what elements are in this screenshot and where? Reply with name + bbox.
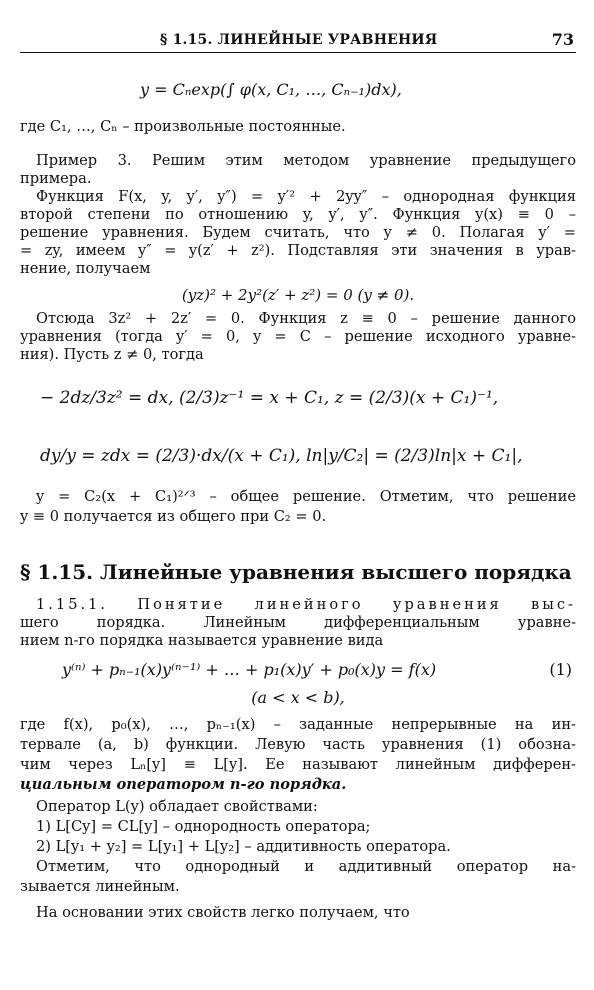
section-heading: § 1.15. Линейные уравнения высшего порядка bbox=[20, 560, 572, 584]
text-line: На основании этих свойств легко получаем, что bbox=[36, 904, 410, 921]
running-header bbox=[20, 30, 576, 53]
text-line: = zy, имеем y″ = y(z′ + z²). Подставляя эти значения в урав- bbox=[20, 242, 576, 259]
text-line: Отметим, что однородный и аддитивный оператор на- bbox=[36, 858, 576, 875]
equation: (yz)² + 2y²(z′ + z²) = 0 (y ≠ 0). bbox=[181, 286, 415, 304]
example-title-line: Пример 3. Решим этим методом уравнение предыдущего bbox=[36, 152, 576, 169]
text-line: второй степени по отношению y, y′, y″. Функция y(x) ≡ 0 – bbox=[20, 206, 576, 223]
text-line: y ≡ 0 получается из общего при C₂ = 0. bbox=[20, 508, 327, 525]
text-line: где f(x), p₀(x), …, pₙ₋₁(x) – заданные непрерывные на ин- bbox=[20, 716, 576, 733]
equation-interval: (a < x < b), bbox=[251, 688, 345, 707]
text-line: нение, получаем bbox=[20, 260, 151, 277]
text-line: зывается линейным. bbox=[20, 878, 180, 895]
text-line: примера. bbox=[20, 170, 92, 187]
header-title: § 1.15. ЛИНЕЙНЫЕ УРАВНЕНИЯ bbox=[160, 32, 438, 48]
text-line: 1.15.1. Понятие линейного уравнения выс- bbox=[36, 596, 576, 613]
text-line: циальным оператором n-го порядка. bbox=[20, 776, 347, 793]
equation-fractions-2: dy/y = zdx = (2/3)·dx/(x + C₁), ln|y/C₂| = (2/3)ln|x + C₁|, bbox=[40, 446, 523, 466]
text-line: Функция F(x, y, y′, y″) = y′² + 2yy″ – однородная функция bbox=[36, 188, 576, 205]
text-line: шего порядка. Линейным дифференциальным уравне- bbox=[20, 614, 576, 631]
equation-linear-ode: y⁽ⁿ⁾ + pₙ₋₁(x)y⁽ⁿ⁻¹⁾ + … + p₁(x)y′ + p₀(x)y = f(x) bbox=[62, 660, 437, 679]
text-line: Оператор L(y) обладает свойствами: bbox=[36, 798, 318, 815]
list-item: 1) L[Cy] = CL[y] – однородность оператора; bbox=[36, 818, 371, 835]
equation-number: (1) bbox=[549, 660, 572, 679]
text-line: тервале (a, b) функции. Левую часть уравнения (1) обозна- bbox=[20, 736, 576, 753]
formula-general-solution: y = Cₙexp(∫ φ(x, C₁, …, Cₙ₋₁)dx), bbox=[140, 80, 402, 99]
text-line: чим через Lₙ[y] ≡ L[y]. Ее называют линейным дифферен- bbox=[20, 756, 576, 773]
text-line: ния). Пусть z ≠ 0, тогда bbox=[20, 346, 204, 363]
text-line: уравнения (тогда y′ = 0, y = C – решение исходного уравне- bbox=[20, 328, 576, 345]
equation-fractions-1: − 2dz/3z² = dx, (2/3)z⁻¹ = x + C₁, z = (2/3)(x + C₁)⁻¹, bbox=[40, 388, 499, 408]
text-line: Отсюда 3z² + 2z′ = 0. Функция z ≡ 0 – решение данного bbox=[36, 310, 576, 327]
text-line: где C₁, …, Cₙ – произвольные постоянные. bbox=[20, 118, 346, 135]
text-line: y = C₂(x + C₁)²ᐟ³ – общее решение. Отметим, что решение bbox=[36, 488, 576, 505]
page-number: 73 bbox=[551, 30, 574, 49]
text-line: решение уравнения. Будем считать, что y ≠ 0. Полагая y′ = bbox=[20, 224, 576, 241]
list-item: 2) L[y₁ + y₂] = L[y₁] + L[y₂] – аддитивность оператора. bbox=[36, 838, 451, 855]
text-line: нием n-го порядка называется уравнение вида bbox=[20, 632, 384, 649]
